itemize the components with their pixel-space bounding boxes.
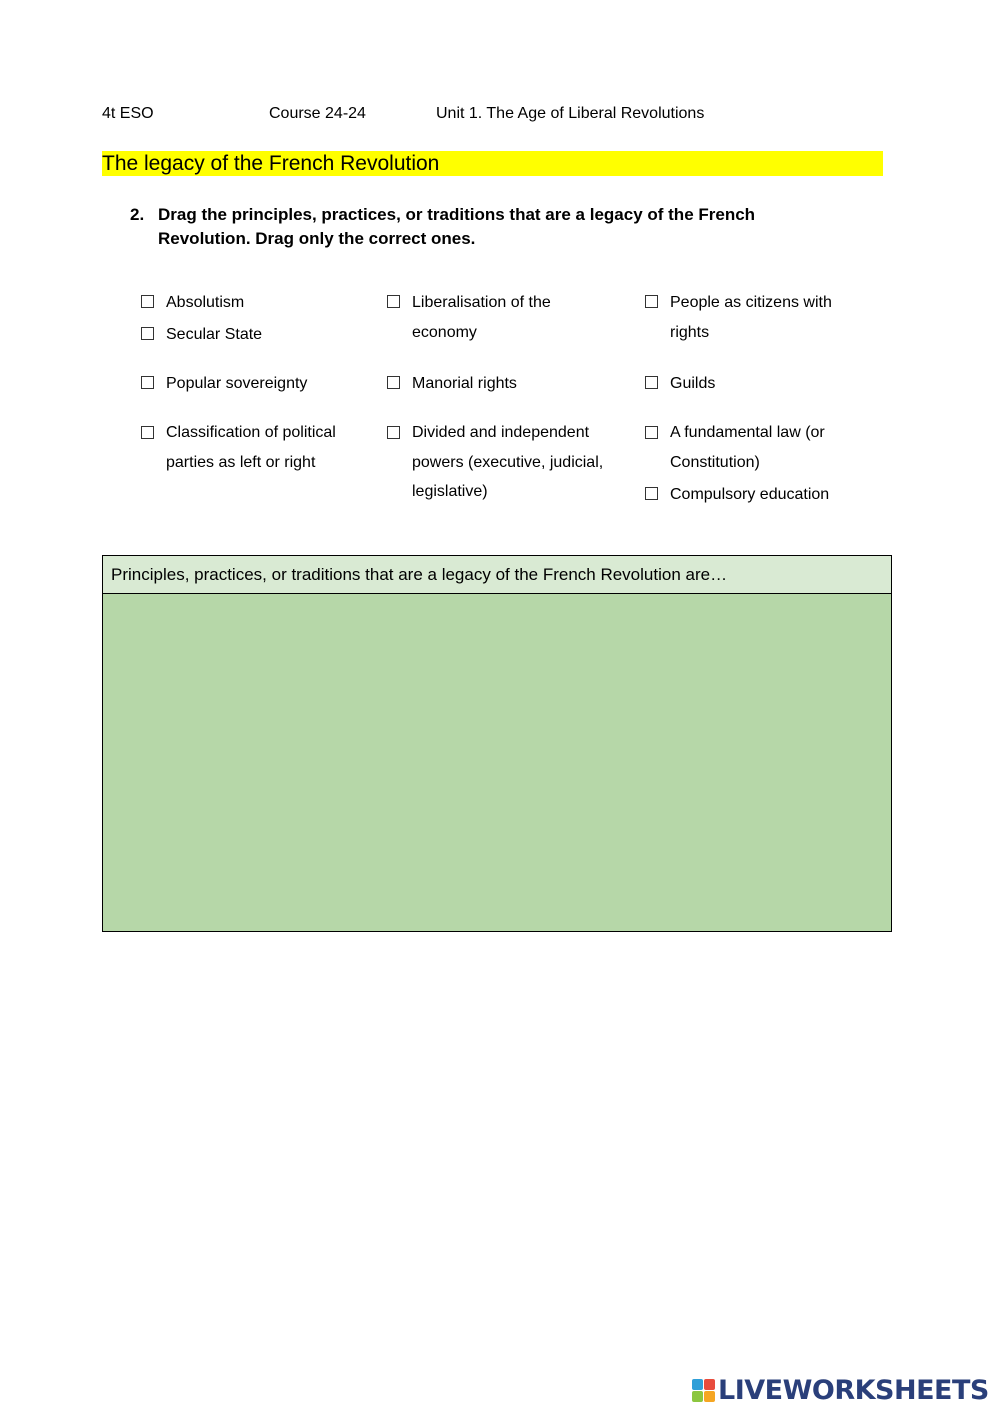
option-absolutism[interactable]: Absolutism [166, 294, 245, 311]
option-popular-sovereignty[interactable]: Popular sovereignty [166, 375, 308, 392]
question-number: 2. [130, 205, 145, 224]
course-label: Course 24-24 [269, 105, 366, 122]
checkbox-divided-powers[interactable] [387, 426, 400, 439]
page-title: The legacy of the French Revolution [102, 152, 440, 175]
liveworksheets-logo [692, 1376, 989, 1406]
unit-label: Unit 1. The Age of Liberal Revolutions [436, 105, 705, 122]
answer-header-text: Principles, practices, or traditions that are a legacy of the French Revolution are… [111, 565, 728, 584]
checkbox-absolutism[interactable] [141, 295, 154, 308]
option-divided-powers[interactable]: Divided and independent powers (executive, judicial, legislative) [412, 424, 604, 500]
option-guilds[interactable]: Guilds [670, 375, 716, 392]
answer-drop-zone[interactable] [102, 555, 892, 932]
brand-name: LIVEWORKSHEETS [718, 1375, 989, 1406]
option-secular-state[interactable]: Secular State [166, 326, 263, 343]
checkbox-constitution[interactable] [645, 426, 658, 439]
checkbox-guilds[interactable] [645, 376, 658, 389]
option-liberalisation[interactable]: Liberalisation of the economy [412, 294, 551, 341]
checkbox-manorial-rights[interactable] [387, 376, 400, 389]
checkbox-compulsory-education[interactable] [645, 487, 658, 500]
checkbox-secular-state[interactable] [141, 327, 154, 340]
grade-level: 4t ESO [102, 105, 154, 122]
checkbox-liberalisation[interactable] [387, 295, 400, 308]
answer-header [103, 556, 891, 594]
question-text: Drag the principles, practices, or traditions that are a legacy of the French Revolution. Drag only the correct ones. [158, 205, 756, 248]
option-manorial-rights[interactable]: Manorial rights [412, 375, 517, 392]
checkbox-citizens-rights[interactable] [645, 295, 658, 308]
option-constitution[interactable]: A fundamental law (or Constitution) [670, 424, 825, 471]
logo-icon [692, 1379, 716, 1403]
checkbox-political-parties[interactable] [141, 426, 154, 439]
checkbox-popular-sovereignty[interactable] [141, 376, 154, 389]
option-compulsory-education[interactable]: Compulsory education [670, 486, 830, 503]
option-political-parties[interactable]: Classification of political parties as left or right [166, 424, 336, 471]
option-citizens-rights[interactable]: People as citizens with rights [670, 294, 832, 341]
